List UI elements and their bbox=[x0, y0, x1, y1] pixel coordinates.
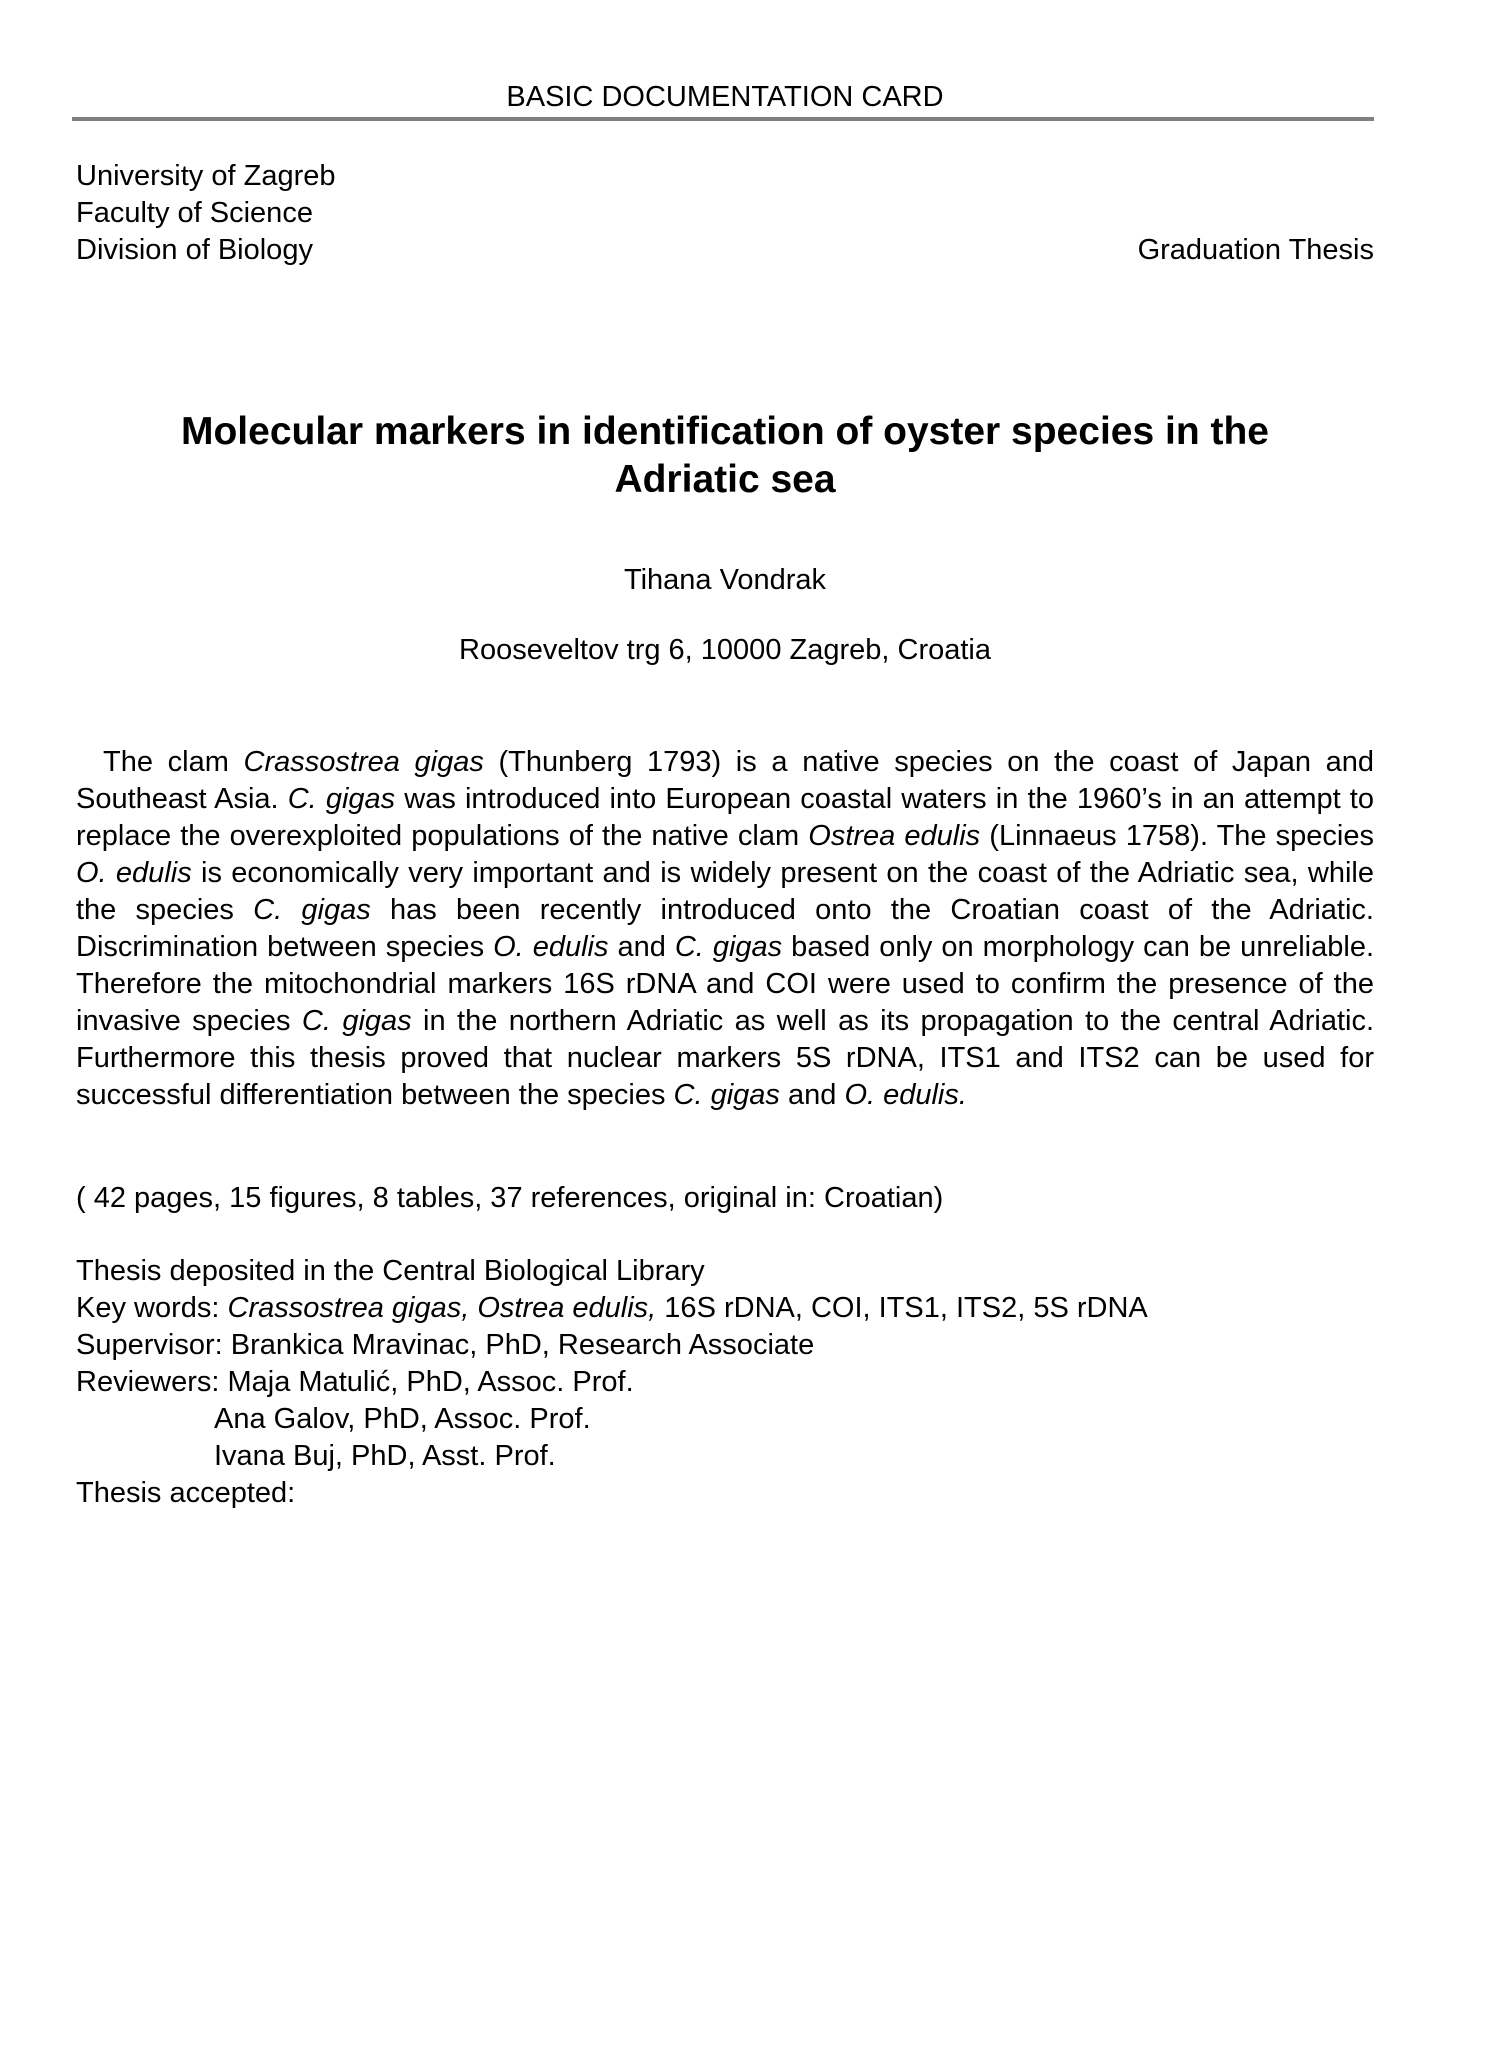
stats-line: ( 42 pages, 15 figures, 8 tables, 37 references, original in: Croatian) bbox=[76, 1182, 944, 1214]
card-header-title: BASIC DOCUMENTATION CARD bbox=[506, 81, 944, 113]
info-block bbox=[76, 1253, 1374, 1512]
institution-block bbox=[76, 158, 1374, 269]
institution-line-faculty: Faculty of Science bbox=[76, 197, 313, 229]
thesis-title bbox=[76, 408, 1374, 504]
author-address: Rooseveltov trg 6, 10000 Zagreb, Croatia bbox=[459, 634, 991, 666]
author-name: Tihana Vondrak bbox=[623, 564, 827, 596]
reviewer-name: Maja Matulić, PhD, Assoc. Prof. bbox=[227, 1366, 634, 1398]
thesis-type-label: Graduation Thesis bbox=[1137, 234, 1374, 266]
institution-line-university: University of Zagreb bbox=[76, 160, 336, 192]
reviewers-line bbox=[76, 1364, 1374, 1401]
header-rule bbox=[72, 117, 1374, 121]
card-header bbox=[76, 80, 1374, 114]
reviewer-name: Ana Galov, PhD, Assoc. Prof. bbox=[214, 1403, 591, 1435]
reviewer-name: Ivana Buj, PhD, Asst. Prof. bbox=[214, 1440, 556, 1472]
reviewers-label: Reviewers: bbox=[76, 1366, 228, 1398]
thesis-accepted-line: Thesis accepted: bbox=[76, 1477, 296, 1509]
supervisor-line: Supervisor: Brankica Mravinac, PhD, Research Associate bbox=[76, 1329, 815, 1361]
page-content bbox=[76, 0, 1374, 2057]
deposit-line: Thesis deposited in the Central Biological Library bbox=[76, 1255, 705, 1287]
institution-thesis-row bbox=[76, 232, 1374, 269]
thesis-title-line-1: Molecular markers in identification of oyster species in the bbox=[181, 410, 1269, 453]
abstract-paragraph: The clam Crassostrea gigas (Thunberg 1793) is a native species on the coast of Japan and Southeast Asia. C. gigas was introduced into European coastal waters in the 1960’s in an attempt to replace the overexploited populations of the native clam Ostrea edulis (Linnaeus 1758). The species O. edulis is economically very important and is widely present on the coast of the Adriatic sea, while the species C. gigas has been recently introduced onto the Croatian coast of the Adriatic. Discrimination between species O. edulis and C. gigas based only on morphology can be unreliable. Therefore the mitochondrial markers 16S rDNA and COI were used to confirm the presence of the invasive species C. gigas in the northern Adriatic as well as its propagation to the central Adriatic. Furthermore this thesis proved that nuclear markers 5S rDNA, ITS1 and ITS2 can be used for successful differentiation between the species C. gigas and O. edulis. bbox=[76, 746, 1375, 1111]
keywords-line: Key words: Crassostrea gigas, Ostrea edulis, 16S rDNA, COI, ITS1, ITS2, 5S rDNA bbox=[76, 1292, 1148, 1324]
thesis-title-line-2: Adriatic sea bbox=[614, 458, 836, 501]
institution-line-division: Division of Biology bbox=[76, 234, 313, 266]
